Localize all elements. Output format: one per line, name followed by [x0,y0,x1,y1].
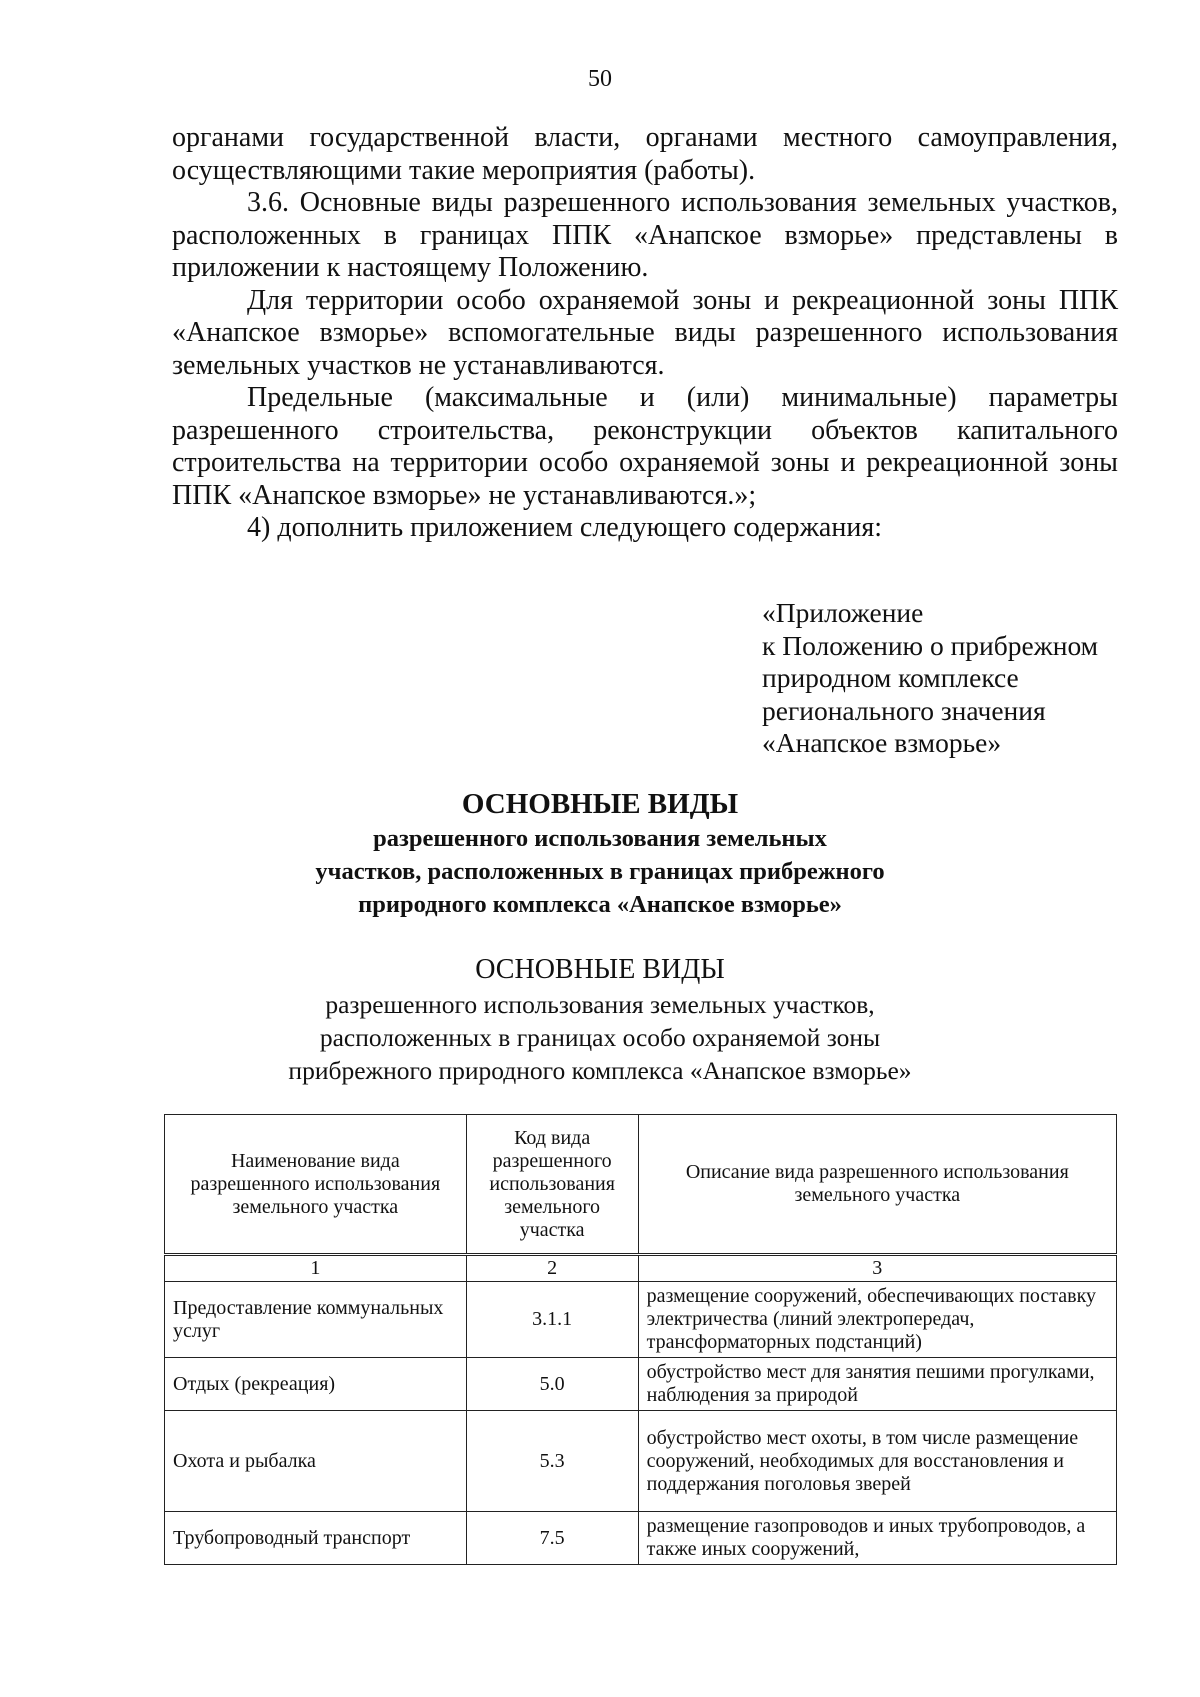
section-title [0,952,1200,1087]
section-title-line: прибрежного природного комплекса «Анапское взморье» [288,1056,912,1085]
table-row [165,1411,1117,1512]
appendix-title-line: участков, расположенных в границах прибрежного [315,858,885,885]
paragraph-item-4: 4) дополнить приложением следующего содержания: [247,512,882,543]
cell-name: Предоставление коммунальных услуг [165,1282,467,1358]
section-title-line: разрешенного использования земельных участков, [325,990,875,1019]
cell-name: Трубопроводный транспорт [165,1512,467,1565]
cell-description: обустройство мест охоты, в том числе размещение сооружений, необходимых для восстановления и поддержания поголовья зверей [638,1411,1116,1512]
table-row [165,1282,1117,1358]
cell-name: Охота и рыбалка [165,1411,467,1512]
cell-name: Отдых (рекреация) [165,1358,467,1411]
cell-description: размещение газопроводов и иных трубопроводов, а также иных сооружений, [638,1512,1116,1565]
appendix-ref-line: регионального значения [762,694,1046,726]
column-number: 2 [466,1255,638,1282]
table-column-numbers [165,1255,1117,1282]
header-description: Описание вида разрешенного использования земельного участка [638,1115,1116,1255]
cell-code: 5.3 [466,1411,638,1512]
column-number: 3 [638,1255,1116,1282]
appendix-ref-line: природном комплексе [762,662,1019,693]
cell-description: размещение сооружений, обеспечивающих поставку электричества (линий электропередач, трансформаторных подстанций) [638,1282,1116,1358]
appendix-ref-line: «Анапское взморье» [762,727,1002,758]
table-row [165,1512,1117,1565]
table-row [165,1358,1117,1411]
paragraph-continuation: органами государственной власти, органами местного самоуправления, осуществляющими такие мероприятия (работы). [172,122,1118,186]
column-number: 1 [165,1255,467,1282]
section-title-main: ОСНОВНЫЕ ВИДЫ [475,954,725,985]
page-number: 50 [588,66,612,92]
cell-code: 3.1.1 [466,1282,638,1358]
appendix-reference [762,597,1162,760]
appendix-title [0,786,1200,921]
body-text [172,122,1118,545]
header-name: Наименование вида разрешенного использования земельного участка [165,1115,467,1255]
paragraph-3-6: 3.6. Основные виды разрешенного использования земельных участков, расположенных в границах ППК «Анапское взморье» представлены в приложении к настоящему Положению. [172,187,1118,283]
land-use-table [164,1114,1117,1565]
appendix-title-line: разрешенного использования земельных [373,825,827,852]
paragraph-auxiliary-types: Для территории особо охраняемой зоны и рекреационной зоны ППК «Анапское взморье» вспомогательные виды разрешенного использования земельных участков не устанавливаются. [172,284,1118,381]
section-title-line: расположенных в границах особо охраняемой зоны [319,1023,881,1052]
table-header-row [165,1115,1117,1255]
appendix-title-line: природного комплекса «Анапское взморье» [358,891,842,918]
cell-code: 7.5 [466,1512,638,1565]
header-code: Код вида разрешенного использования земельного участка [466,1115,638,1255]
cell-description: обустройство мест для занятия пешими прогулками, наблюдения за природой [638,1358,1116,1411]
cell-code: 5.0 [466,1358,638,1411]
paragraph-limit-parameters: Предельные (максимальные и (или) минимальные) параметры разрешенного строительства, реконструкции объектов капитального строительства на территории особо охраняемой зоны и рекреационной зоны ППК «Анапское взморье» не устанавливаются.»; [172,382,1118,511]
appendix-ref-line: «Приложение [762,597,924,628]
appendix-ref-line: к Положению о прибрежном [762,629,1099,661]
appendix-title-main: ОСНОВНЫЕ ВИДЫ [461,788,739,820]
